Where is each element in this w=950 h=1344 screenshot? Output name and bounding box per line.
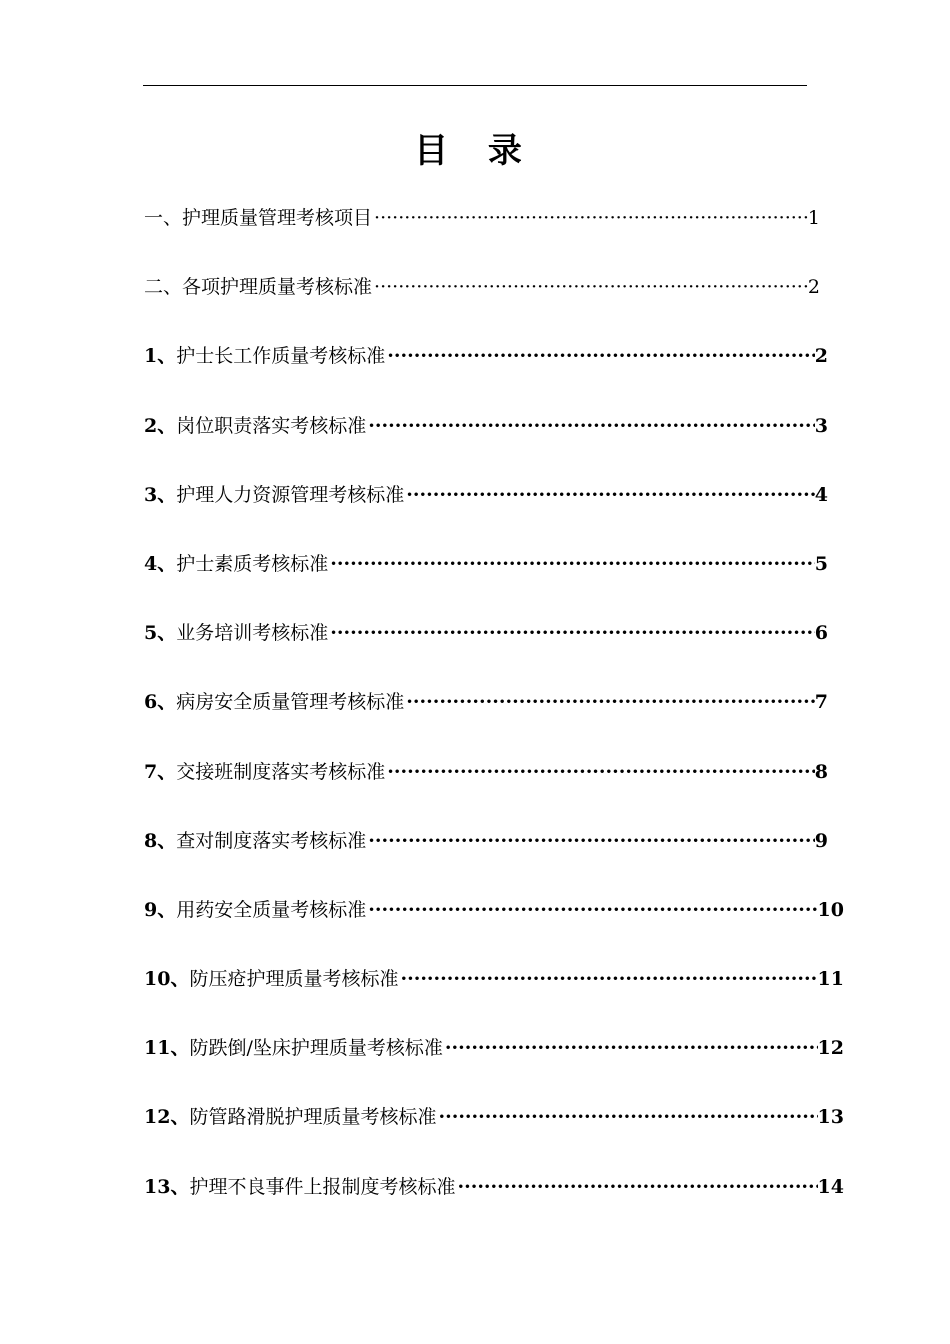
header-rule	[143, 85, 807, 86]
toc-entry[interactable]	[144, 819, 844, 888]
toc-entry-page: 11	[817, 968, 844, 991]
toc-leader-dots	[443, 1026, 818, 1070]
toc-leader-dots	[372, 265, 808, 309]
toc-entry[interactable]	[144, 265, 844, 334]
toc-entry[interactable]	[144, 542, 844, 611]
toc-entry-number: 7、	[144, 760, 177, 783]
toc-entry-label: 各项护理质量考核标准	[182, 276, 373, 299]
toc-leader-dots	[385, 750, 815, 794]
toc-entry-number: 5、	[144, 622, 177, 645]
toc-entry[interactable]	[144, 196, 844, 265]
toc-entry-label: 防管路滑脱护理质量考核标准	[189, 1106, 437, 1129]
toc-entry-label: 护理质量管理考核项目	[182, 207, 373, 229]
toc-entry-label: 护士素质考核标准	[176, 552, 329, 575]
toc-entry-page: 14	[817, 1175, 844, 1198]
toc-entry[interactable]	[144, 1095, 844, 1164]
toc-leader-dots	[328, 542, 815, 586]
toc-entry-label: 岗位职责落实考核标准	[176, 414, 367, 437]
toc-entry-label: 用药安全质量考核标准	[176, 898, 367, 921]
toc-leader-dots	[398, 957, 817, 1001]
toc-entry[interactable]	[144, 888, 844, 957]
toc-entry-label: 交接班制度落实考核标准	[176, 760, 386, 783]
toc-leader-dots	[366, 819, 815, 863]
toc-entry-number: 11、	[144, 1037, 190, 1060]
toc-entry-number: 13、	[144, 1175, 190, 1198]
toc-leader-dots	[404, 473, 815, 517]
toc-list	[144, 196, 844, 1234]
toc-entry[interactable]	[144, 404, 844, 473]
toc-entry-page: 3	[814, 414, 828, 437]
toc-entry[interactable]	[144, 334, 844, 403]
toc-entry-page: 7	[814, 691, 828, 714]
toc-leader-dots	[455, 1165, 817, 1209]
toc-entry-number: 12、	[144, 1106, 190, 1129]
toc-entry-number: 4、	[144, 552, 177, 575]
toc-entry-number: 1、	[144, 345, 177, 368]
toc-entry-page: 12	[817, 1037, 844, 1060]
toc-leader-dots	[436, 1095, 817, 1139]
toc-leader-dots	[404, 680, 815, 724]
toc-entry-page: 2	[807, 276, 820, 299]
toc-entry-label: 防压疮护理质量考核标准	[189, 968, 399, 991]
toc-entry-number: 3、	[144, 483, 177, 506]
toc-entry-number: 6、	[144, 691, 177, 714]
toc-leader-dots	[372, 196, 808, 240]
toc-entry-label: 业务培训考核标准	[176, 622, 329, 645]
toc-entry-page: 10	[817, 898, 844, 921]
toc-entry-label: 护理不良事件上报制度考核标准	[189, 1175, 456, 1198]
toc-entry-page: 2	[814, 345, 828, 368]
toc-entry-number: 9、	[144, 898, 177, 921]
toc-entry-number: 2、	[144, 414, 177, 437]
toc-entry-page: 1	[807, 207, 820, 229]
toc-leader-dots	[385, 334, 815, 378]
toc-leader-dots	[366, 404, 815, 448]
toc-entry-page: 9	[814, 829, 828, 852]
toc-entry-label: 护理人力资源管理考核标准	[176, 483, 405, 506]
toc-entry-label: 病房安全质量管理考核标准	[176, 691, 405, 714]
toc-leader-dots	[366, 888, 817, 932]
toc-entry-label: 护士长工作质量考核标准	[176, 345, 386, 368]
toc-entry[interactable]	[144, 680, 844, 749]
toc-entry-page: 8	[814, 760, 828, 783]
toc-entry[interactable]	[144, 473, 844, 542]
toc-entry-page: 6	[814, 622, 828, 645]
toc-entry-number: 8、	[144, 829, 177, 852]
toc-entry-number: 10、	[144, 968, 190, 991]
toc-entry[interactable]	[144, 750, 844, 819]
toc-leader-dots	[328, 611, 815, 655]
toc-entry-number: 二、	[144, 276, 183, 299]
toc-entry[interactable]	[144, 1165, 844, 1234]
toc-entry-number: 一、	[144, 207, 183, 229]
toc-entry-page: 13	[817, 1106, 844, 1129]
toc-entry-page: 5	[814, 552, 828, 575]
toc-entry[interactable]	[144, 957, 844, 1026]
page-title: 目 录	[414, 131, 536, 171]
toc-entry-label: 查对制度落实考核标准	[176, 829, 367, 852]
toc-entry[interactable]	[144, 611, 844, 680]
toc-entry[interactable]	[144, 1026, 844, 1095]
toc-entry-page: 4	[814, 483, 828, 506]
toc-entry-label: 防跌倒/坠床护理质量考核标准	[189, 1037, 443, 1060]
